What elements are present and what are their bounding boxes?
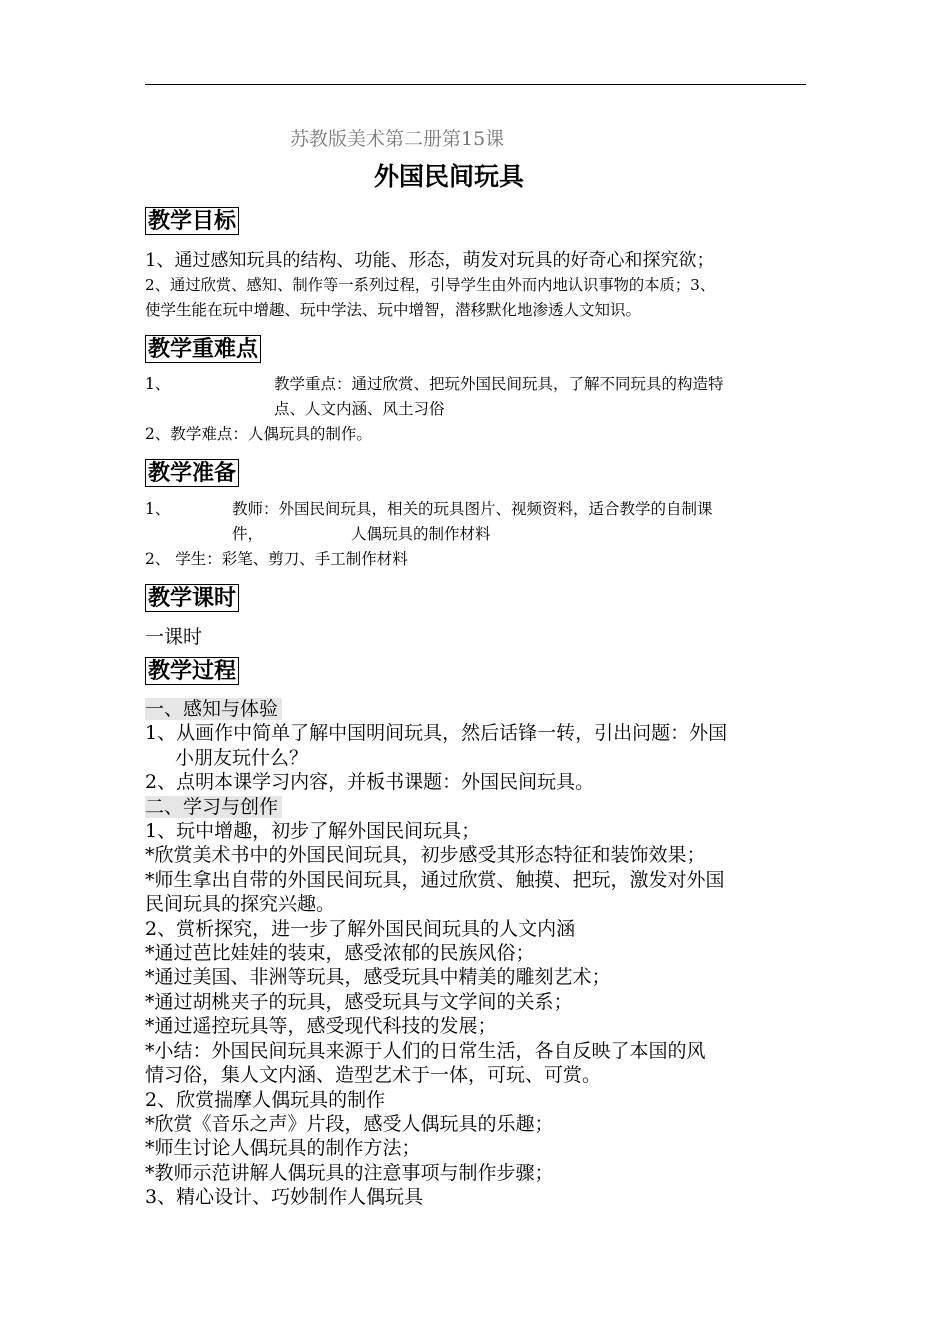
section-preparation [145, 460, 239, 486]
process-part-title [145, 795, 807, 819]
process-line: 民间玩具的探究兴趣。 [145, 893, 336, 916]
key-point-1-line: 教学重点：通过欣赏、把玩外国民间玩具，了解不同玩具的构造特 [274, 375, 724, 393]
key-point-2: 2、教学难点：人偶玩具的制作。 [145, 425, 372, 443]
process-line: *教师示范讲解人偶玩具的注意事项与制作步骤； [145, 1161, 554, 1184]
process-line: 1、从画作中简单了解中国明间玩具，然后话锋一转，引出问题：外国 [145, 722, 728, 745]
section-heading-process: 教学过程 [145, 657, 239, 685]
hours-text: 一课时 [145, 626, 203, 648]
key-point-1-number: 1、 [145, 375, 171, 393]
process-line: 2、欣赏揣摩人偶玩具的制作 [145, 1088, 386, 1111]
process-line: 3、精心设计、巧妙制作人偶玩具 [145, 1186, 424, 1209]
section-process [145, 658, 239, 684]
prep-2: 2、 学生：彩笔、剪刀、手工制作材料 [145, 550, 408, 568]
objectives-line: 1、通过感知玩具的结构、功能、形态，萌发对玩具的好奇心和探究欲； [145, 250, 715, 271]
process-body [145, 697, 807, 1210]
process-line: *欣赏《音乐之声》片段，感受人偶玩具的乐趣； [145, 1112, 554, 1135]
process-line: *师生讨论人偶玩具的制作方法； [145, 1137, 421, 1160]
process-line: 1、玩中增趣，初步了解外国民间玩具； [145, 820, 481, 843]
prep-1-line: 人偶玩具的制作材料 [351, 525, 491, 543]
process-line: *通过美国、非洲等玩具，感受玩具中精美的雕刻艺术； [145, 966, 611, 989]
section-heading-objectives: 教学目标 [145, 207, 239, 235]
section-heading-preparation: 教学准备 [145, 459, 239, 487]
part1-title: 一、感知与体验 [145, 698, 282, 720]
section-objectives [145, 208, 239, 234]
section-hours [145, 585, 239, 611]
process-line: *小结：外国民间玩具来源于人们的日常生活，各自反映了本国的风 [145, 1039, 706, 1062]
header-rule [145, 84, 806, 85]
section-key-points [145, 336, 261, 362]
part2-title: 二、学习与创作 [145, 796, 282, 818]
objectives-line: 2、通过欣赏、感知、制作等一系列过程，引导学生由外而内地认识事物的本质；3、 [145, 276, 716, 294]
objectives-text [145, 248, 807, 323]
page-title: 外国民间玩具 [374, 162, 525, 191]
process-line: *师生拿出自带的外国民间玩具，通过欣赏、触摸、把玩，激发对外国 [145, 868, 725, 891]
key-point-1-line: 点、人文内涵、风土习俗 [274, 400, 445, 418]
process-part-title [145, 697, 807, 721]
objectives-line: 使学生能在玩中增趣、玩中学法、玩中增智，潜移默化地渗透人文知识。 [145, 301, 642, 319]
process-line: 2、点明本课学习内容，并板书课题：外国民间玩具。 [145, 771, 595, 794]
process-line: *通过胡桃夹子的玩具，感受玩具与文学间的关系； [145, 990, 573, 1013]
process-line: 2、赏析探究，进一步了解外国民间玩具的人文内涵 [145, 917, 576, 940]
process-line: *通过遥控玩具等，感受现代科技的发展； [145, 1015, 497, 1038]
section-heading-hours: 教学课时 [145, 584, 239, 612]
prep-1-line: 教师：外国民间玩具，相关的玩具图片、视频资料，适合教学的自制课 [232, 500, 713, 518]
section-heading-key-points: 教学重难点 [145, 335, 261, 363]
lesson-subtitle: 苏教版美术第二册第15课 [290, 128, 505, 150]
process-line: *通过芭比娃娃的装束，感受浓郁的民族风俗； [145, 942, 535, 965]
prep-1-line: 件， [232, 525, 264, 543]
prep-1-number: 1、 [145, 500, 171, 518]
process-line: *欣赏美术书中的外国民间玩具，初步感受其形态特征和装饰效果； [145, 844, 706, 867]
process-line: 情习俗，集人文内涵、造型艺术于一体，可玩、可赏。 [145, 1064, 602, 1087]
process-line: 小朋友玩什么？ [175, 746, 309, 769]
